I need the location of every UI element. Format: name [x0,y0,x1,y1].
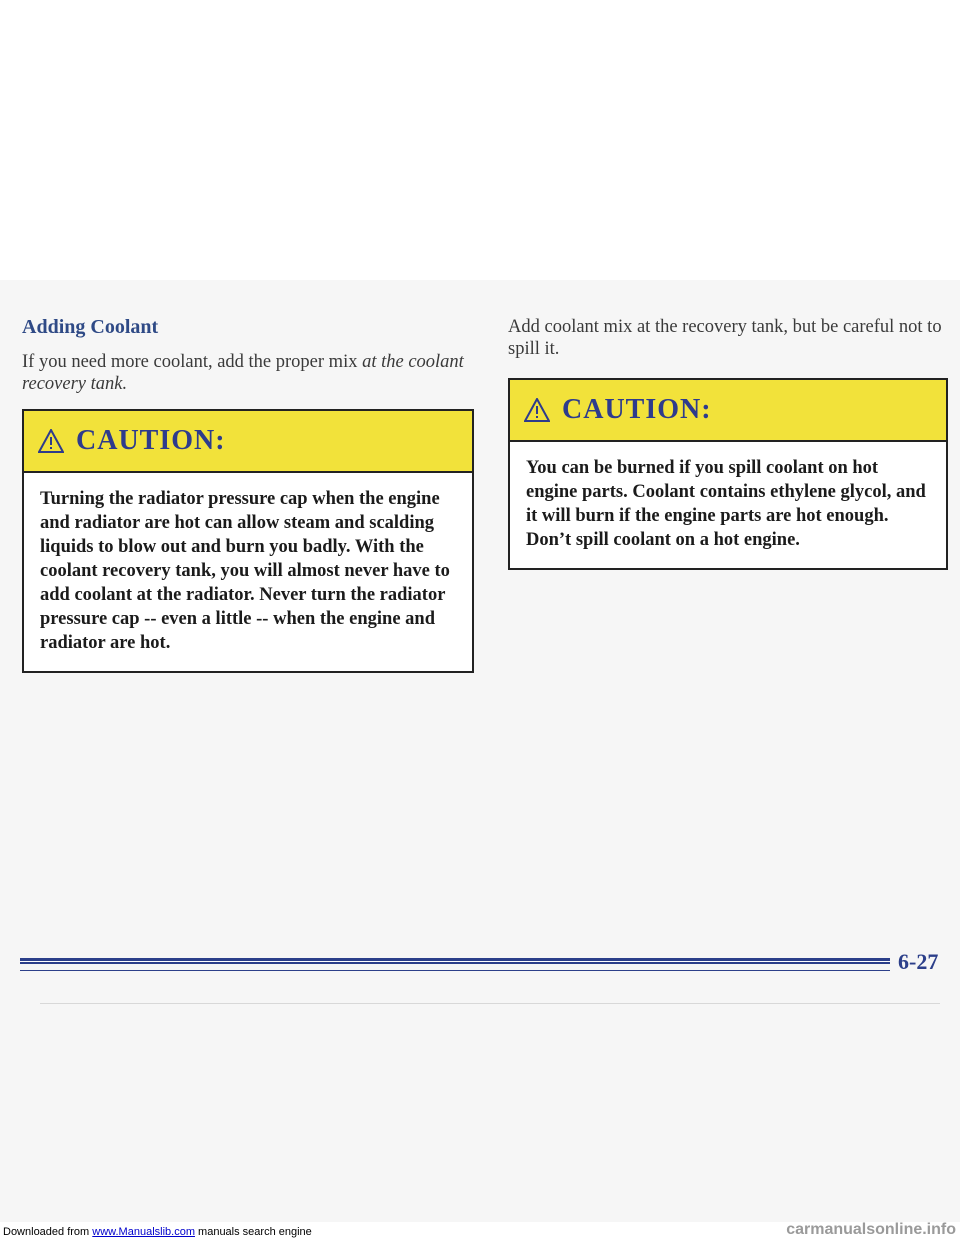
manualslib-link[interactable]: www.Manualslib.com [92,1226,195,1238]
watermark: carmanualsonline.info [786,1221,956,1238]
left-intro-emphasis: at the coolant recovery tank. [22,352,464,394]
caution-box-radiator [22,409,474,673]
caution-body [510,442,946,568]
caution-title: CAUTION: [562,394,712,425]
warning-triangle-icon [38,429,64,453]
left-intro-text: If you need more coolant, add the proper mix [22,352,363,372]
page-number: 6-27 [898,949,939,974]
caution-header [510,380,946,442]
footer-rule [20,958,890,964]
caution-text: You can be burned if you spill coolant on hot engine parts. Coolant contains ethylene glycol, and it will burn if the engine parts are hot enough. Don’t spill coolant on a hot engine. [526,458,926,550]
warning-triangle-icon [524,398,550,422]
footer-prefix: Downloaded from [3,1226,93,1238]
left-intro-paragraph [22,351,474,395]
right-column [508,310,948,570]
footer-suffix: manuals search engine [194,1226,312,1238]
left-column [22,310,474,673]
download-footer [0,1222,960,1242]
section-heading: Adding Coolant [22,316,159,338]
caution-text: Turning the radiator pressure cap when the engine and radiator are hot can allow steam and scalding liquids to blow out and burn you badly. With the coolant recovery tank, you will almost never have to add coolant at the radiator. Never turn the radiator pressure cap -- even a little -- when the engine and radiator are hot. [40,489,450,653]
caution-body [24,473,472,671]
caution-box-spill [508,378,948,570]
download-notice [3,1222,312,1242]
scan-artifact-line [40,1003,940,1004]
footer-rule-thin [20,970,890,971]
top-margin [0,0,960,280]
caution-title: CAUTION: [76,425,226,456]
right-intro-paragraph: Add coolant mix at the recovery tank, but be careful not to spill it. [508,317,942,359]
caution-header [24,411,472,473]
